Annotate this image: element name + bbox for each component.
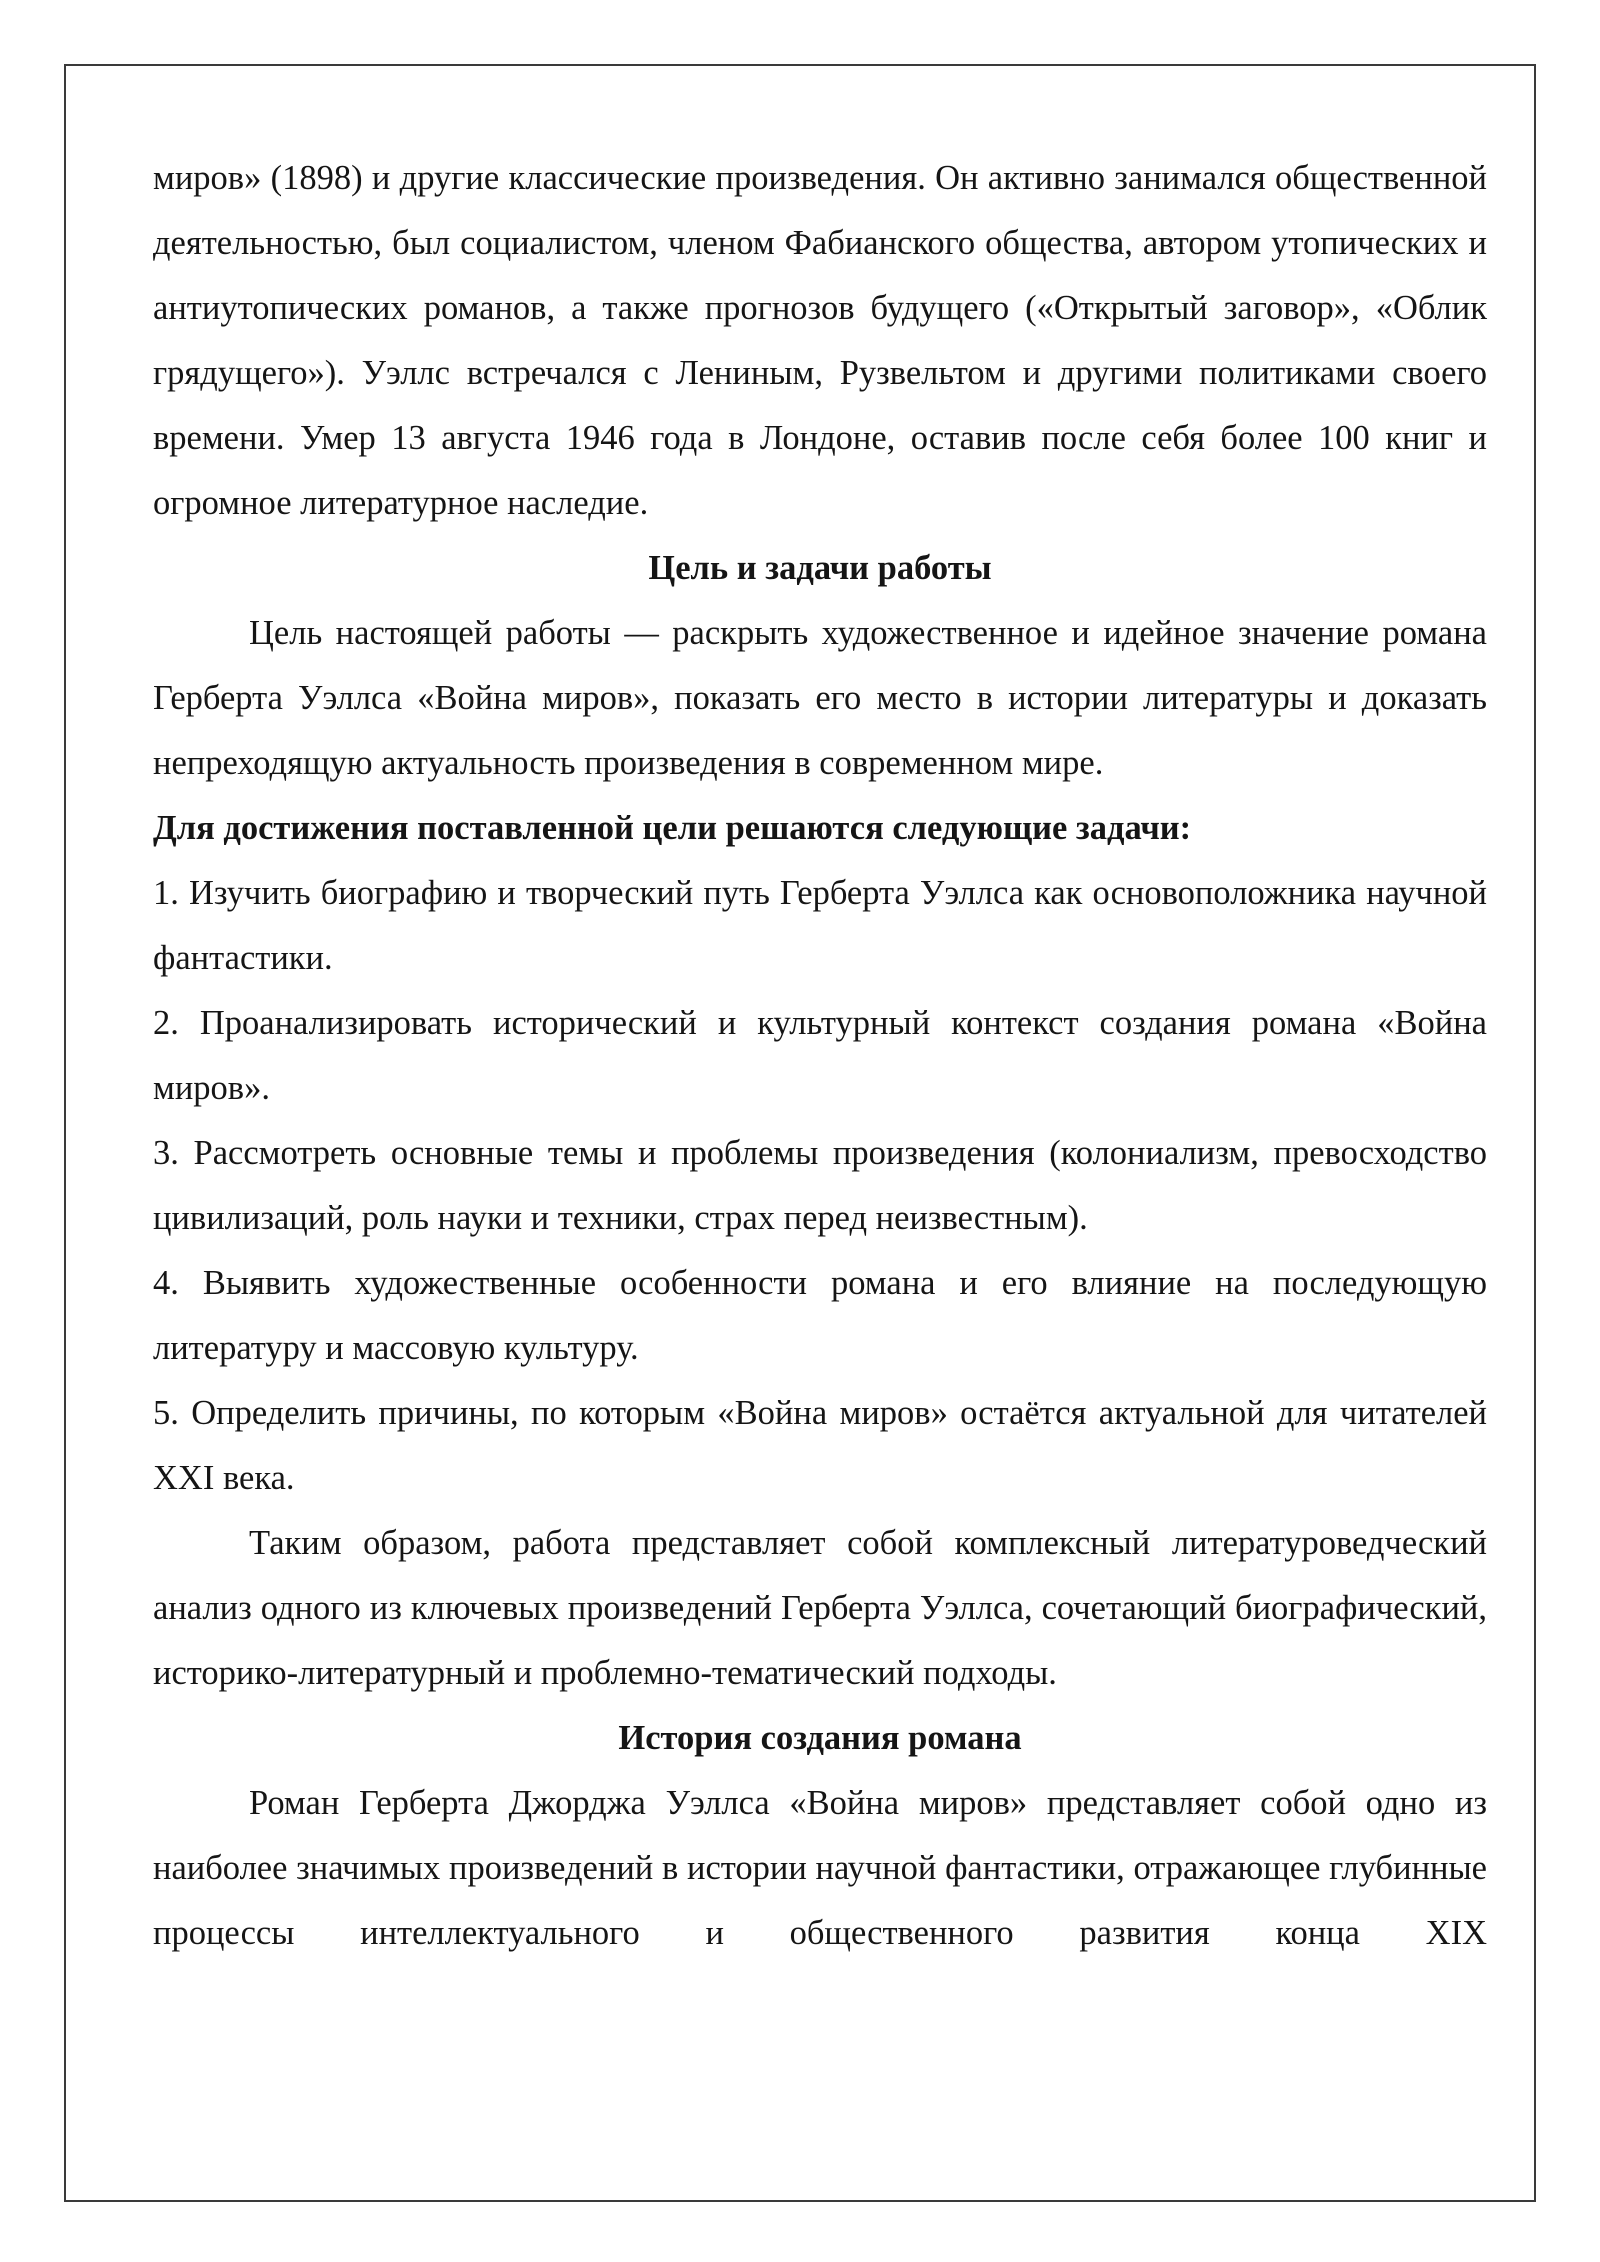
tasks-list <box>153 861 1487 1511</box>
task-item: 5. Определить причины, по которым «Война миров» остаётся актуальной для читателей XXI века. <box>153 1394 1487 1497</box>
task-item: 1. Изучить биографию и творческий путь Герберта Уэллса как основоположника научной фантастики. <box>153 874 1487 977</box>
task-item: 3. Рассмотреть основные темы и проблемы произведения (колониализм, превосходство цивилизаций, роль науки и техники, страх перед неизвестным). <box>153 1134 1487 1237</box>
history-paragraph: Роман Герберта Джорджа Уэллса «Война миров» представляет собой одно из наиболее значимых произведений в истории научной фантастики, отражающее глубинные процессы интеллектуального и общественного развития конца XIX <box>153 1784 1487 1952</box>
tasks-lead: Для достижения поставленной цели решаются следующие задачи: <box>153 809 1192 847</box>
intro-paragraph: миров» (1898) и другие классические произведения. Он активно занимался общественной деятельностью, был социалистом, членом Фабианского общества, автором утопических и антиутопических романов, а также прогнозов будущего («Открытый заговор», «Облик грядущего»). Уэллс встречался с Лениным, Рузвельтом и другими политиками своего времени. Умер 13 августа 1946 года в Лондоне, оставив после себя более 100 книг и огромное литературное наследие. <box>153 159 1487 522</box>
task-item: 4. Выявить художественные особенности романа и его влияние на последующую литературу и массовую культуру. <box>153 1264 1487 1367</box>
conclusion-paragraph: Таким образом, работа представляет собой комплексный литературоведческий анализ одного из ключевых произведений Герберта Уэллса, сочетающий биографический, историко-литературный и проблемно-тематический подходы. <box>153 1524 1487 1692</box>
task-item: 2. Проанализировать исторический и культурный контекст создания романа «Война миров». <box>153 1004 1487 1107</box>
document-body <box>153 146 1487 1966</box>
section-heading-history: История создания романа <box>618 1719 1022 1757</box>
goal-paragraph: Цель настоящей работы — раскрыть художественное и идейное значение романа Герберта Уэллса «Война миров», показать его место в истории литературы и доказать непреходящую актуальность произведения в современном мире. <box>153 614 1487 782</box>
section-heading-goals: Цель и задачи работы <box>648 549 992 587</box>
